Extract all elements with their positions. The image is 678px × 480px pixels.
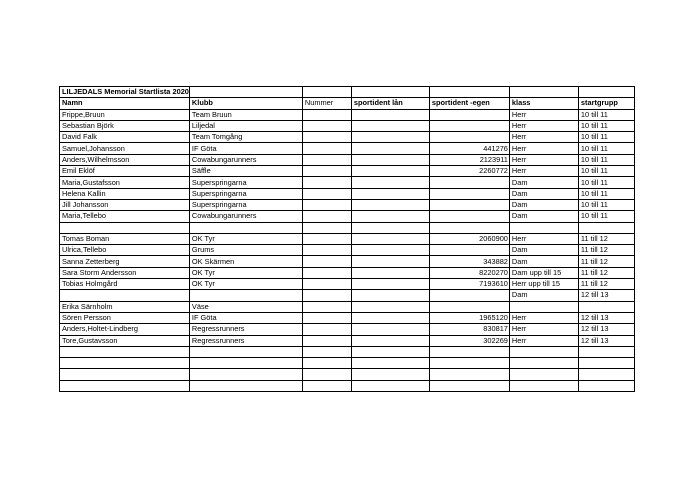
table-row: [60, 290, 635, 301]
cell-klass: Herr: [509, 132, 578, 143]
cell-klass: Herr: [509, 233, 578, 244]
cell-startgrupp: 11 till 12: [578, 279, 634, 290]
cell-namn: Sebastian Björk: [60, 120, 190, 131]
cell-klass: Dam: [509, 290, 578, 301]
cell-klubb: [189, 369, 302, 380]
cell-klubb: Grums: [189, 245, 302, 256]
cell-startgrupp: 12 till 13: [578, 335, 634, 346]
cell-namn: Emil Eklöf: [60, 166, 190, 177]
cell-namn: Frippe,Bruun: [60, 109, 190, 120]
cell-nummer: [302, 166, 351, 177]
cell-klubb: Väse: [189, 301, 302, 312]
table-row: [60, 335, 635, 346]
cell-klass: [509, 346, 578, 357]
cell-startgrupp: [578, 358, 634, 369]
empty-cell: [429, 87, 509, 98]
sheet-title: LILJEDALS Memorial Startlista 2020: [60, 87, 190, 98]
table-row: [60, 177, 635, 188]
cell-sportident-lan: [351, 380, 429, 391]
table-row: [60, 256, 635, 267]
cell-nummer: [302, 279, 351, 290]
column-header-sportident-lan: sportident lån: [351, 98, 429, 109]
cell-namn: Ulrica,Tellebo: [60, 245, 190, 256]
column-header-namn: Namn: [60, 98, 190, 109]
empty-cell: [189, 87, 302, 98]
table-row: [60, 199, 635, 210]
cell-klubb: Superspringarna: [189, 188, 302, 199]
cell-sportident-lan: [351, 369, 429, 380]
cell-klubb: OK Tyr: [189, 267, 302, 278]
cell-klass: Dam: [509, 199, 578, 210]
cell-startgrupp: 10 till 11: [578, 132, 634, 143]
cell-startgrupp: 11 till 12: [578, 233, 634, 244]
cell-namn: [60, 290, 190, 301]
cell-klass: Herr: [509, 312, 578, 323]
table-row: [60, 120, 635, 131]
cell-sportident-lan: [351, 188, 429, 199]
table-row: [60, 222, 635, 233]
cell-sportident-egen: [429, 222, 509, 233]
table-row: [60, 279, 635, 290]
cell-klubb: [189, 380, 302, 391]
cell-sportident-lan: [351, 279, 429, 290]
cell-namn: David Falk: [60, 132, 190, 143]
cell-startgrupp: [578, 346, 634, 357]
column-header-klass: klass: [509, 98, 578, 109]
cell-klass: Herr: [509, 154, 578, 165]
cell-namn: Erika Särnholm: [60, 301, 190, 312]
cell-namn: Samuel,Johansson: [60, 143, 190, 154]
cell-klass: [509, 301, 578, 312]
table-row: [60, 245, 635, 256]
cell-nummer: [302, 312, 351, 323]
cell-sportident-lan: [351, 324, 429, 335]
cell-startgrupp: 12 till 13: [578, 324, 634, 335]
cell-nummer: [302, 369, 351, 380]
cell-sportident-egen: 2060900: [429, 233, 509, 244]
cell-nummer: [302, 211, 351, 222]
cell-sportident-lan: [351, 267, 429, 278]
cell-klubb: Regressrunners: [189, 335, 302, 346]
cell-klass: Dam: [509, 256, 578, 267]
cell-startgrupp: 10 till 11: [578, 166, 634, 177]
cell-nummer: [302, 132, 351, 143]
cell-namn: Helena Kallin: [60, 188, 190, 199]
cell-klass: Dam: [509, 245, 578, 256]
cell-klass: [509, 222, 578, 233]
cell-sportident-egen: 2123911: [429, 154, 509, 165]
cell-klass: Dam: [509, 188, 578, 199]
table-row: [60, 358, 635, 369]
cell-klass: Herr: [509, 109, 578, 120]
cell-sportident-egen: 7193610: [429, 279, 509, 290]
cell-startgrupp: [578, 301, 634, 312]
cell-nummer: [302, 143, 351, 154]
cell-startgrupp: 11 till 12: [578, 245, 634, 256]
title-row: [60, 87, 635, 98]
table-row: [60, 166, 635, 177]
cell-sportident-lan: [351, 154, 429, 165]
cell-klass: [509, 369, 578, 380]
table-row: [60, 369, 635, 380]
cell-sportident-egen: 1965120: [429, 312, 509, 323]
cell-sportident-egen: [429, 358, 509, 369]
cell-klubb: Cowabungarunners: [189, 211, 302, 222]
cell-sportident-egen: [429, 245, 509, 256]
cell-klubb: Regressrunners: [189, 324, 302, 335]
cell-nummer: [302, 267, 351, 278]
cell-klubb: IF Göta: [189, 143, 302, 154]
cell-sportident-lan: [351, 290, 429, 301]
cell-nummer: [302, 245, 351, 256]
cell-klubb: [189, 358, 302, 369]
cell-sportident-lan: [351, 346, 429, 357]
column-header-klubb: Klubb: [189, 98, 302, 109]
cell-klass: Herr upp till 15: [509, 279, 578, 290]
cell-sportident-lan: [351, 120, 429, 131]
cell-namn: Tore,Gustavsson: [60, 335, 190, 346]
cell-klubb: IF Göta: [189, 312, 302, 323]
cell-sportident-lan: [351, 199, 429, 210]
empty-cell: [302, 87, 351, 98]
cell-klubb: Cowabungarunners: [189, 154, 302, 165]
cell-sportident-lan: [351, 166, 429, 177]
column-header-startgrupp: startgrupp: [578, 98, 634, 109]
table-row: [60, 380, 635, 391]
cell-namn: Sören Persson: [60, 312, 190, 323]
column-header-sportident-egen: sportident -egen: [429, 98, 509, 109]
table-row: [60, 233, 635, 244]
cell-startgrupp: [578, 222, 634, 233]
cell-startgrupp: 10 till 11: [578, 109, 634, 120]
cell-klubb: Liljedal: [189, 120, 302, 131]
cell-klass: Dam: [509, 211, 578, 222]
cell-sportident-lan: [351, 132, 429, 143]
cell-klubb: Superspringarna: [189, 177, 302, 188]
cell-sportident-egen: [429, 290, 509, 301]
table-row: [60, 132, 635, 143]
cell-klubb: [189, 222, 302, 233]
column-header-nummer: Nummer: [302, 98, 351, 109]
cell-nummer: [302, 177, 351, 188]
cell-klass: Dam: [509, 177, 578, 188]
cell-sportident-lan: [351, 256, 429, 267]
cell-klubb: Team Bruun: [189, 109, 302, 120]
cell-klubb: [189, 290, 302, 301]
cell-startgrupp: 11 till 12: [578, 256, 634, 267]
cell-namn: [60, 222, 190, 233]
cell-nummer: [302, 301, 351, 312]
cell-sportident-egen: [429, 380, 509, 391]
cell-namn: [60, 369, 190, 380]
cell-namn: Anders,Holtet-Lindberg: [60, 324, 190, 335]
cell-sportident-lan: [351, 335, 429, 346]
cell-sportident-egen: [429, 177, 509, 188]
header-row: [60, 98, 635, 109]
cell-startgrupp: [578, 369, 634, 380]
cell-sportident-egen: 441276: [429, 143, 509, 154]
empty-cell: [509, 87, 578, 98]
cell-startgrupp: 10 till 11: [578, 120, 634, 131]
cell-sportident-egen: 830817: [429, 324, 509, 335]
cell-nummer: [302, 188, 351, 199]
cell-startgrupp: [578, 380, 634, 391]
cell-nummer: [302, 222, 351, 233]
table-row: [60, 143, 635, 154]
cell-klass: Herr: [509, 166, 578, 177]
cell-nummer: [302, 335, 351, 346]
cell-sportident-lan: [351, 245, 429, 256]
cell-nummer: [302, 233, 351, 244]
cell-startgrupp: 12 till 13: [578, 290, 634, 301]
cell-klubb: Team Tomgång: [189, 132, 302, 143]
cell-sportident-egen: [429, 188, 509, 199]
cell-sportident-egen: [429, 346, 509, 357]
table-row: [60, 312, 635, 323]
cell-klubb: OK Skärmen: [189, 256, 302, 267]
cell-namn: Jill Johansson: [60, 199, 190, 210]
cell-sportident-egen: [429, 132, 509, 143]
table-row: [60, 211, 635, 222]
cell-sportident-lan: [351, 358, 429, 369]
cell-namn: Maria,Tellebo: [60, 211, 190, 222]
table-row: [60, 154, 635, 165]
table-body: [60, 87, 635, 392]
cell-klass: Herr: [509, 324, 578, 335]
cell-namn: [60, 346, 190, 357]
cell-nummer: [302, 256, 351, 267]
cell-namn: Tomas Boman: [60, 233, 190, 244]
cell-nummer: [302, 324, 351, 335]
cell-startgrupp: 10 till 11: [578, 154, 634, 165]
cell-namn: Sara Storm Andersson: [60, 267, 190, 278]
cell-klubb: Superspringarna: [189, 199, 302, 210]
cell-startgrupp: 10 till 11: [578, 199, 634, 210]
cell-sportident-egen: 343882: [429, 256, 509, 267]
cell-sportident-egen: [429, 109, 509, 120]
table-row: [60, 109, 635, 120]
cell-namn: Anders,Wilhelmsson: [60, 154, 190, 165]
cell-nummer: [302, 199, 351, 210]
cell-sportident-lan: [351, 222, 429, 233]
cell-nummer: [302, 109, 351, 120]
cell-sportident-lan: [351, 143, 429, 154]
cell-sportident-egen: [429, 301, 509, 312]
cell-sportident-egen: [429, 199, 509, 210]
startlist-table: [59, 86, 635, 392]
cell-sportident-lan: [351, 211, 429, 222]
table-row: [60, 188, 635, 199]
cell-sportident-egen: [429, 211, 509, 222]
cell-klubb: OK Tyr: [189, 279, 302, 290]
cell-sportident-egen: 2260772: [429, 166, 509, 177]
cell-sportident-lan: [351, 177, 429, 188]
cell-sportident-lan: [351, 301, 429, 312]
cell-sportident-lan: [351, 109, 429, 120]
cell-nummer: [302, 120, 351, 131]
cell-klubb: [189, 346, 302, 357]
cell-sportident-egen: [429, 369, 509, 380]
cell-namn: Sanna Zetterberg: [60, 256, 190, 267]
table-row: [60, 267, 635, 278]
table-row: [60, 346, 635, 357]
cell-klubb: Säffle: [189, 166, 302, 177]
cell-sportident-egen: 8220270: [429, 267, 509, 278]
cell-nummer: [302, 290, 351, 301]
cell-sportident-lan: [351, 312, 429, 323]
cell-namn: Maria,Gustafsson: [60, 177, 190, 188]
cell-klass: Herr: [509, 143, 578, 154]
cell-sportident-lan: [351, 233, 429, 244]
cell-nummer: [302, 358, 351, 369]
cell-klass: [509, 380, 578, 391]
cell-nummer: [302, 346, 351, 357]
cell-sportident-egen: [429, 120, 509, 131]
cell-klass: Herr: [509, 335, 578, 346]
cell-namn: Tobias Holmgård: [60, 279, 190, 290]
cell-nummer: [302, 380, 351, 391]
table-row: [60, 301, 635, 312]
table-row: [60, 324, 635, 335]
empty-cell: [578, 87, 634, 98]
cell-nummer: [302, 154, 351, 165]
cell-klass: [509, 358, 578, 369]
cell-namn: [60, 380, 190, 391]
empty-cell: [351, 87, 429, 98]
cell-klass: Herr: [509, 120, 578, 131]
cell-startgrupp: 10 till 11: [578, 177, 634, 188]
cell-startgrupp: 10 till 11: [578, 143, 634, 154]
cell-klubb: OK Tyr: [189, 233, 302, 244]
cell-klass: Dam upp till 15: [509, 267, 578, 278]
cell-sportident-egen: 302269: [429, 335, 509, 346]
cell-startgrupp: 10 till 11: [578, 211, 634, 222]
cell-startgrupp: 12 till 13: [578, 312, 634, 323]
cell-startgrupp: 11 till 12: [578, 267, 634, 278]
cell-startgrupp: 10 till 11: [578, 188, 634, 199]
cell-namn: [60, 358, 190, 369]
